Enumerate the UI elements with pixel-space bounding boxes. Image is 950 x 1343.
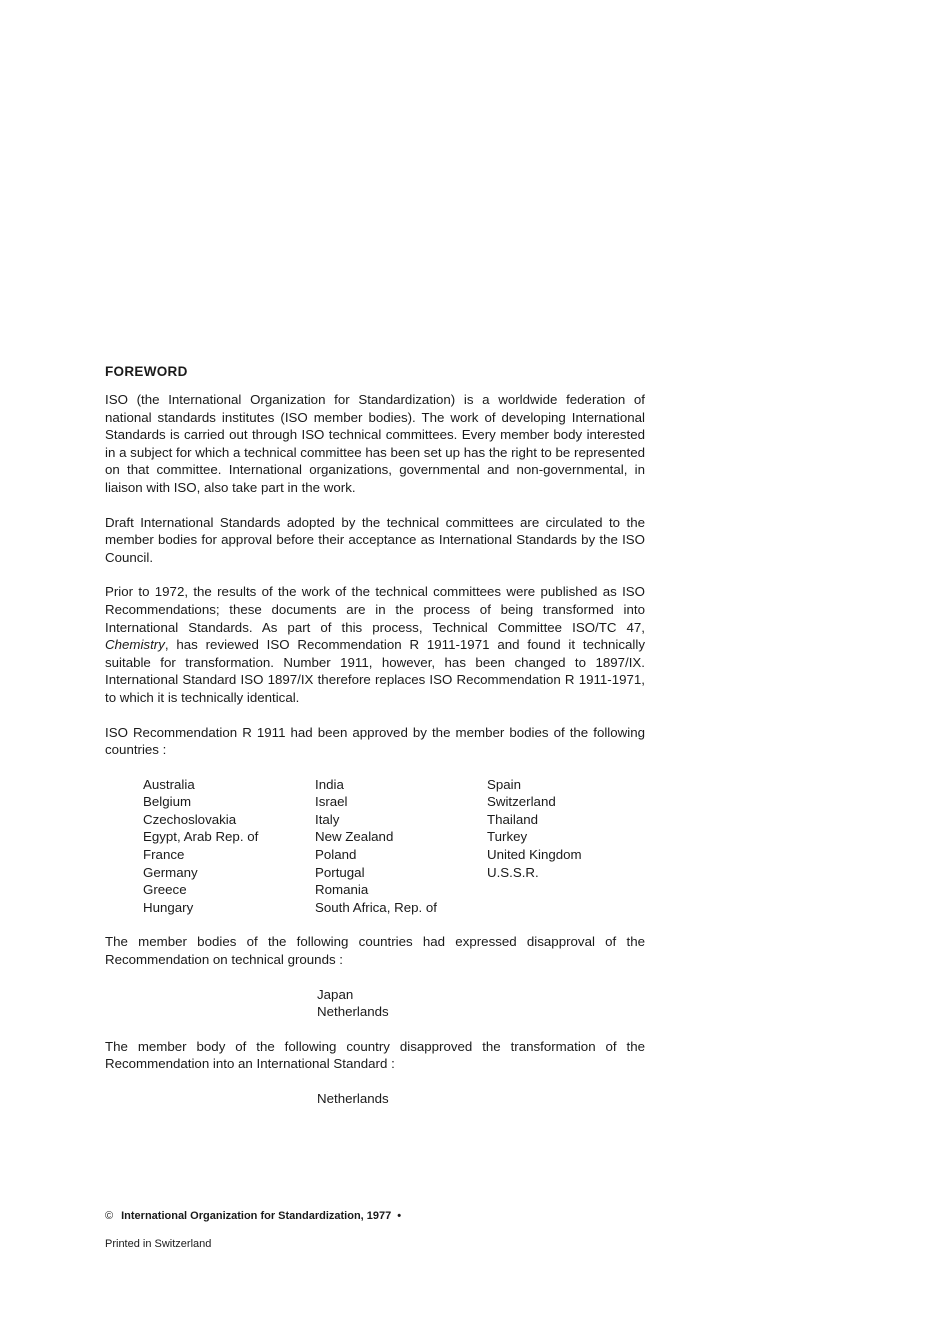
disapproving-countries-list [317,986,645,1021]
foreword-heading: FOREWORD [105,364,188,379]
foreword-paragraph-iso-description: ISO (the International Organization for Standardization) is a worldwide federation of national standards institutes (ISO member bodies). The work of developing International Standards is carried out through ISO technical committees. Every member body interested in a subject for which a technical committee has been set up has the right to be represented on that committee. International organizations, governmental and non-governmental, in liaison with ISO, also take part in the work. [105,392,645,495]
approving-countries-list [143,776,645,917]
countries-column-2 [315,776,487,917]
transformation-disapproval-list [317,1090,645,1108]
country-item: Egypt, Arab Rep. of [143,829,259,845]
country-item: Spain [487,776,522,792]
foreword-paragraph-transformation-disapproval: The member body of the following country disapproved the transformation of the Recommendation into an International Standard : [105,1038,645,1072]
country-item: Japan [317,986,354,1002]
foreword-paragraph-draft-standards: Draft International Standards adopted by the technical committees are circulated to the member bodies for approval before their acceptance as International Standards by the ISO Council. [105,514,645,565]
transformation-text-start: Prior to 1972, the results of the work of the technical committees were published as ISO Recommendations; these documents are in the process of being transformed into International Standards. As part of this process, Technical Committee ISO/TC 47, [105,584,645,635]
copyright-symbol: © [105,1210,114,1222]
country-item: Italy [315,811,340,827]
country-item: U.S.S.R. [487,864,539,880]
foreword-paragraph-transformation [105,583,645,706]
country-item: Romania [315,882,369,898]
copyright-notice [105,1210,401,1222]
country-item: Belgium [143,794,192,810]
transformation-text-end: , has reviewed ISO Recommendation R 1911-1971 and found it technically suitable for transformation. Number 1911, however, has been changed to 1897/IX. International Standard ISO 1897/IX therefore replaces ISO Recommendation R 1911-1971, to which it is technically identical. [105,637,645,705]
country-item: Greece [143,882,187,898]
foreword-paragraph-approval-intro: ISO Recommendation R 1911 had been approved by the member bodies of the following countries : [105,724,645,758]
country-item: Turkey [487,829,528,845]
country-item: Switzerland [487,794,556,810]
country-item: New Zealand [315,829,394,845]
committee-name-italic: Chemistry [105,637,165,653]
country-item: Israel [315,794,348,810]
country-item: Poland [315,847,357,863]
countries-column-3 [487,776,659,917]
country-item: Germany [143,864,198,880]
country-item: Portugal [315,864,365,880]
country-item: Netherlands [317,1091,389,1106]
copyright-bullet: • [397,1210,402,1222]
country-item: Australia [143,776,195,792]
foreword-paragraph-disapproval-intro: The member bodies of the following countries had expressed disapproval of the Recommendation on technical grounds : [105,934,645,968]
country-item: Hungary [143,899,194,915]
country-item: Czechoslovakia [143,811,237,827]
country-item: France [143,847,185,863]
country-item: India [315,776,344,792]
countries-column-1 [143,776,315,917]
printed-location: Printed in Switzerland [105,1238,212,1250]
country-item: Thailand [487,811,539,827]
country-item: Netherlands [317,1004,389,1020]
country-item: South Africa, Rep. of [315,899,437,915]
country-item: United Kingdom [487,847,582,863]
foreword-section [105,364,645,1125]
copyright-text: International Organization for Standardization, 1977 [121,1210,392,1222]
